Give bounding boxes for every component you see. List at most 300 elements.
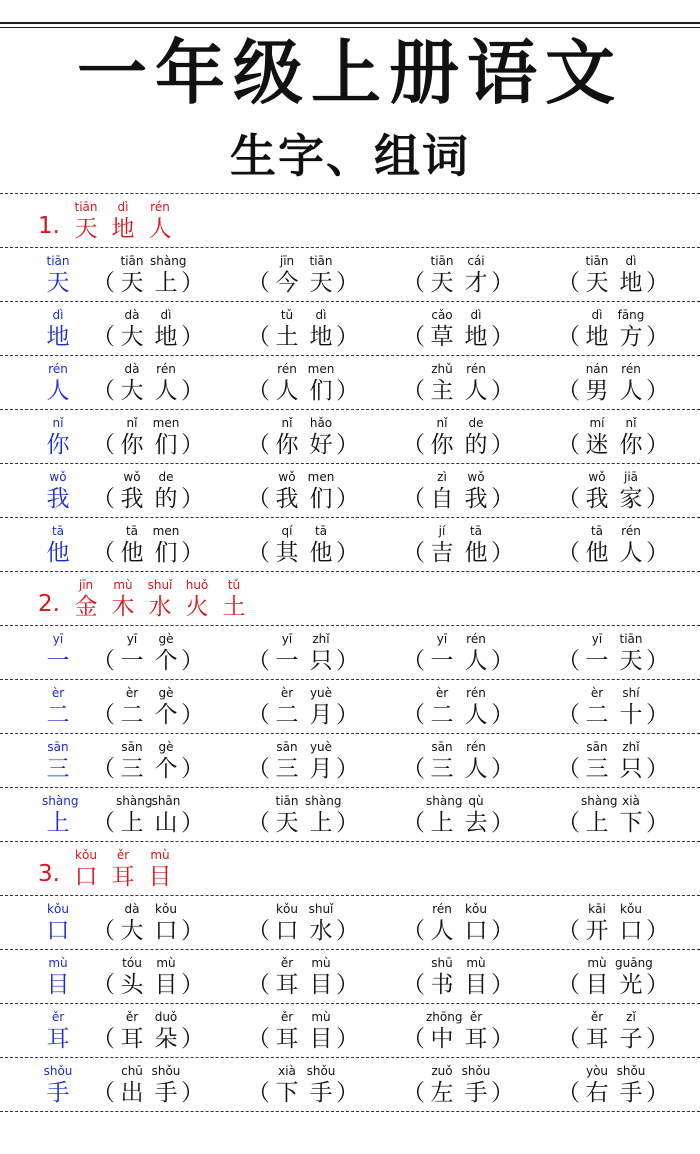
word-group — [92, 361, 204, 415]
word-group — [557, 955, 669, 1009]
close-paren: ） — [491, 918, 514, 944]
word-character-pinyin: hǎo — [309, 416, 333, 430]
word-character — [581, 469, 613, 513]
head-character-hanzi: 目 — [46, 972, 70, 998]
close-paren: ） — [181, 972, 204, 998]
word-character — [426, 739, 458, 783]
word-character-pinyin: rén — [466, 740, 486, 754]
word-character-pinyin: nǐ — [281, 416, 293, 430]
open-paren: （ — [92, 756, 115, 782]
word-character-hanzi: 们 — [309, 378, 333, 404]
top-border — [0, 22, 700, 24]
word-character-hanzi: 方 — [619, 324, 643, 350]
word-character-pinyin: mù — [466, 956, 486, 970]
word-group — [247, 1009, 359, 1063]
close-paren: ） — [646, 918, 669, 944]
close-paren: ） — [646, 270, 669, 296]
word-character-pinyin: kǒu — [155, 902, 177, 916]
close-paren: ） — [181, 648, 204, 674]
word-group — [92, 685, 204, 739]
word-character-hanzi: 家 — [619, 486, 643, 512]
close-paren: ） — [336, 432, 359, 458]
word-character-pinyin: xià — [278, 1064, 296, 1078]
word-character-hanzi: 手 — [464, 1080, 488, 1106]
page-title: 一年级上册语文 — [77, 32, 623, 114]
word-character-hanzi: 二 — [430, 702, 454, 728]
section-character-pinyin: mù — [150, 848, 170, 862]
close-paren: ） — [646, 648, 669, 674]
close-paren: ） — [646, 324, 669, 350]
open-paren: （ — [247, 378, 270, 404]
word-character-hanzi: 月 — [309, 702, 333, 728]
open-paren: （ — [402, 486, 425, 512]
word-character-pinyin: men — [307, 470, 335, 484]
close-paren: ） — [336, 756, 359, 782]
open-paren: （ — [402, 432, 425, 458]
word-group — [92, 1009, 204, 1063]
word-character-hanzi: 吉 — [430, 540, 454, 566]
open-paren: （ — [92, 648, 115, 674]
dashed-divider — [0, 733, 700, 734]
word-character-hanzi: 上 — [154, 270, 178, 296]
word-character-pinyin: mù — [311, 1010, 331, 1024]
word-character — [116, 793, 153, 837]
open-paren: （ — [402, 702, 425, 728]
open-paren: （ — [92, 702, 115, 728]
word-character-pinyin: shǒu — [151, 1064, 181, 1078]
word-character — [271, 415, 303, 459]
head-character-hanzi: 耳 — [46, 1026, 70, 1052]
word-character-pinyin: tóu — [122, 956, 142, 970]
word-character-hanzi: 上 — [309, 810, 333, 836]
word-group — [402, 1063, 514, 1117]
word-character-hanzi: 上 — [120, 810, 144, 836]
word-character-pinyin: rén — [466, 686, 486, 700]
word-character-pinyin: dì — [591, 308, 603, 322]
word-character — [426, 685, 458, 729]
word-character — [150, 523, 182, 567]
section-character — [145, 847, 175, 891]
word-character — [426, 307, 458, 351]
word-character — [150, 631, 182, 675]
word-character-pinyin: duǒ — [154, 1010, 178, 1024]
word-character-pinyin: shǒu — [461, 1064, 491, 1078]
word-character-hanzi: 耳 — [275, 1026, 299, 1052]
open-paren: （ — [92, 324, 115, 350]
head-character-hanzi: 三 — [46, 756, 70, 782]
open-paren: （ — [92, 1080, 115, 1106]
word-character-pinyin: tiān — [275, 794, 299, 808]
word-character-hanzi: 目 — [464, 972, 488, 998]
word-character-hanzi: 子 — [619, 1026, 643, 1052]
word-character-hanzi: 三 — [585, 756, 609, 782]
word-character-pinyin: shàng — [305, 794, 342, 808]
word-character-pinyin: dì — [625, 254, 637, 268]
close-paren: ） — [491, 1080, 514, 1106]
word-group — [557, 685, 669, 739]
word-character — [305, 361, 337, 405]
word-group — [402, 415, 514, 469]
word-character-pinyin: tā — [469, 524, 483, 538]
word-character — [305, 793, 342, 837]
dashed-divider — [0, 1111, 700, 1112]
word-character-hanzi: 一 — [275, 648, 299, 674]
open-paren: （ — [557, 972, 580, 998]
word-character — [305, 1009, 337, 1053]
word-character-pinyin: dì — [160, 308, 172, 322]
word-character — [615, 631, 647, 675]
close-paren: ） — [181, 1080, 204, 1106]
head-character — [42, 307, 74, 351]
word-group — [557, 361, 669, 415]
word-character-hanzi: 一 — [585, 648, 609, 674]
open-paren: （ — [557, 648, 580, 674]
word-character-hanzi: 手 — [154, 1080, 178, 1106]
word-character-pinyin: dà — [124, 362, 140, 376]
section-character-hanzi: 口 — [74, 864, 98, 890]
word-character-hanzi: 你 — [430, 432, 454, 458]
open-paren: （ — [92, 918, 115, 944]
word-character — [615, 1009, 647, 1053]
word-character — [460, 415, 492, 459]
word-character-pinyin: yòu — [585, 1064, 609, 1078]
word-character — [581, 955, 613, 999]
word-character-hanzi: 二 — [275, 702, 299, 728]
word-character-hanzi: 出 — [120, 1080, 144, 1106]
word-character-hanzi: 二 — [585, 702, 609, 728]
open-paren: （ — [92, 540, 115, 566]
section-character-pinyin: tiān — [74, 200, 98, 214]
word-character-pinyin: sān — [121, 740, 143, 754]
word-character-hanzi: 光 — [619, 972, 643, 998]
open-paren: （ — [402, 756, 425, 782]
head-character-pinyin: dì — [52, 308, 64, 322]
word-character-pinyin: wǒ — [588, 470, 606, 484]
word-character-pinyin: dà — [124, 308, 140, 322]
word-character-hanzi: 人 — [154, 378, 178, 404]
section-character-hanzi: 天 — [74, 216, 98, 242]
word-character-pinyin: mí — [589, 416, 605, 430]
open-paren: （ — [557, 378, 580, 404]
open-paren: （ — [92, 270, 115, 296]
word-character — [116, 1009, 148, 1053]
head-character-pinyin: nǐ — [52, 416, 64, 430]
open-paren: （ — [247, 1026, 270, 1052]
word-character-hanzi: 口 — [619, 918, 643, 944]
word-character — [615, 415, 647, 459]
word-group — [557, 253, 669, 307]
close-paren: ） — [491, 1026, 514, 1052]
word-character — [615, 955, 653, 999]
open-paren: （ — [402, 324, 425, 350]
word-character-pinyin: gè — [158, 632, 174, 646]
close-paren: ） — [491, 378, 514, 404]
section-character-hanzi: 地 — [111, 216, 135, 242]
word-group — [247, 685, 359, 739]
close-paren: ） — [646, 1026, 669, 1052]
word-character-pinyin: shàng — [581, 794, 618, 808]
word-character-hanzi: 开 — [585, 918, 609, 944]
word-character-hanzi: 十 — [619, 702, 643, 728]
word-character — [116, 361, 148, 405]
vocab-row — [0, 955, 700, 1009]
open-paren: （ — [247, 432, 270, 458]
word-character-pinyin: yī — [436, 632, 448, 646]
head-character — [42, 793, 79, 837]
word-character-pinyin: yī — [126, 632, 138, 646]
word-character — [581, 901, 613, 945]
word-character-hanzi: 他 — [464, 540, 488, 566]
word-character — [460, 901, 492, 945]
word-group — [92, 631, 204, 685]
word-character-hanzi: 人 — [619, 540, 643, 566]
dashed-divider — [0, 895, 700, 896]
close-paren: ） — [491, 270, 514, 296]
word-character-pinyin: rén — [621, 362, 641, 376]
word-character — [116, 523, 148, 567]
section-character — [71, 847, 101, 891]
word-character-pinyin: men — [307, 362, 335, 376]
word-character-pinyin: dà — [124, 902, 140, 916]
word-character-pinyin: èr — [280, 686, 294, 700]
head-character-pinyin: sān — [47, 740, 69, 754]
open-paren: （ — [92, 972, 115, 998]
word-group — [247, 361, 359, 415]
word-character-hanzi: 你 — [619, 432, 643, 458]
word-character — [271, 1063, 303, 1107]
section-character-pinyin: mù — [113, 578, 133, 592]
word-character-hanzi: 上 — [430, 810, 454, 836]
word-group — [402, 523, 514, 577]
word-character-pinyin: kǒu — [276, 902, 298, 916]
close-paren: ） — [181, 432, 204, 458]
section-character — [108, 199, 138, 243]
word-character-hanzi: 水 — [309, 918, 333, 944]
word-character — [271, 955, 303, 999]
word-character — [460, 307, 492, 351]
word-character-pinyin: mù — [587, 956, 607, 970]
word-character-hanzi: 才 — [464, 270, 488, 296]
word-character — [426, 361, 458, 405]
section-number: 1. — [38, 213, 60, 239]
vocab-row — [0, 1009, 700, 1063]
word-character-pinyin: shū — [431, 956, 453, 970]
word-group — [402, 685, 514, 739]
section-character-pinyin: kǒu — [75, 848, 97, 862]
open-paren: （ — [557, 432, 580, 458]
dashed-divider — [0, 841, 700, 842]
word-character — [426, 1009, 463, 1053]
word-character-hanzi: 天 — [275, 810, 299, 836]
word-character — [615, 307, 647, 351]
word-character-hanzi: 他 — [585, 540, 609, 566]
close-paren: ） — [336, 810, 359, 836]
word-character-hanzi: 草 — [430, 324, 454, 350]
word-character-hanzi: 目 — [585, 972, 609, 998]
close-paren: ） — [336, 1026, 359, 1052]
close-paren: ） — [336, 918, 359, 944]
close-paren: ） — [181, 1026, 204, 1052]
word-character-pinyin: nán — [585, 362, 609, 376]
close-paren: ） — [181, 702, 204, 728]
word-group — [92, 415, 204, 469]
word-character — [305, 253, 337, 297]
word-character — [581, 523, 613, 567]
word-character-pinyin: zuǒ — [431, 1064, 453, 1078]
word-character — [305, 415, 337, 459]
open-paren: （ — [247, 270, 270, 296]
dashed-divider — [0, 571, 700, 572]
word-character — [305, 307, 337, 351]
word-character — [116, 901, 148, 945]
word-character — [116, 415, 148, 459]
close-paren: ） — [491, 540, 514, 566]
word-character-hanzi: 们 — [154, 432, 178, 458]
section-character-hanzi: 目 — [148, 864, 172, 890]
word-character — [460, 631, 492, 675]
word-character-pinyin: rén — [466, 362, 486, 376]
open-paren: （ — [402, 918, 425, 944]
word-group — [92, 523, 204, 577]
word-character-hanzi: 手 — [309, 1080, 333, 1106]
word-group — [247, 1063, 359, 1117]
word-character-hanzi: 口 — [464, 918, 488, 944]
word-group — [247, 631, 359, 685]
close-paren: ） — [336, 702, 359, 728]
word-group — [247, 955, 359, 1009]
open-paren: （ — [247, 1080, 270, 1106]
open-paren: （ — [247, 702, 270, 728]
close-paren: ） — [646, 972, 669, 998]
word-character-hanzi: 目 — [309, 1026, 333, 1052]
word-character-hanzi: 好 — [309, 432, 333, 458]
word-character-hanzi: 左 — [430, 1080, 454, 1106]
word-character-hanzi: 下 — [275, 1080, 299, 1106]
word-character — [615, 793, 647, 837]
word-character-pinyin: èr — [590, 686, 604, 700]
word-character — [305, 901, 337, 945]
section-character — [71, 199, 101, 243]
word-character — [581, 1009, 613, 1053]
word-character-pinyin: dì — [315, 308, 327, 322]
word-character-hanzi: 我 — [464, 486, 488, 512]
word-character — [150, 685, 182, 729]
close-paren: ） — [491, 324, 514, 350]
head-character — [42, 739, 74, 783]
head-character-pinyin: tiān — [46, 254, 70, 268]
word-character-pinyin: rén — [621, 524, 641, 538]
word-character-pinyin: gè — [158, 686, 174, 700]
word-character-pinyin: qù — [468, 794, 484, 808]
word-character-hanzi: 个 — [154, 702, 178, 728]
word-character-hanzi: 地 — [464, 324, 488, 350]
open-paren: （ — [557, 918, 580, 944]
head-character — [42, 901, 74, 945]
word-character-pinyin: tiān — [430, 254, 454, 268]
head-character — [42, 253, 74, 297]
word-character-hanzi: 天 — [309, 270, 333, 296]
word-character — [116, 307, 148, 351]
word-character-pinyin: ěr — [280, 956, 294, 970]
word-character-hanzi: 手 — [619, 1080, 643, 1106]
word-character-hanzi: 的 — [154, 486, 178, 512]
close-paren: ） — [646, 702, 669, 728]
word-character — [305, 631, 337, 675]
close-paren: ） — [646, 486, 669, 512]
word-group — [402, 361, 514, 415]
close-paren: ） — [181, 810, 204, 836]
close-paren: ） — [491, 486, 514, 512]
word-character — [581, 685, 613, 729]
head-character-pinyin: èr — [51, 686, 65, 700]
open-paren: （ — [247, 486, 270, 512]
word-character-pinyin: cái — [467, 254, 485, 268]
close-paren: ） — [646, 756, 669, 782]
word-group — [402, 469, 514, 523]
word-character-hanzi: 三 — [275, 756, 299, 782]
head-character-hanzi: 天 — [46, 270, 70, 296]
word-group — [557, 307, 669, 361]
word-character-pinyin: ěr — [469, 1010, 483, 1024]
section-character-hanzi: 火 — [185, 594, 209, 620]
word-character-hanzi: 人 — [464, 648, 488, 674]
word-group — [247, 415, 359, 469]
page-subtitle: 生字、组词 — [230, 129, 470, 183]
vocab-row — [0, 307, 700, 361]
word-group — [557, 631, 669, 685]
vocab-row — [0, 631, 700, 685]
word-group — [247, 307, 359, 361]
section-character-pinyin: tǔ — [227, 578, 241, 592]
word-group — [557, 1009, 669, 1063]
word-character-hanzi: 中 — [430, 1026, 454, 1052]
word-character-hanzi: 我 — [585, 486, 609, 512]
word-character-hanzi: 人 — [464, 702, 488, 728]
word-character-hanzi: 人 — [464, 378, 488, 404]
word-character-pinyin: jīn — [279, 254, 295, 268]
head-character-pinyin: tā — [51, 524, 65, 538]
word-group — [92, 307, 204, 361]
word-character-pinyin: ěr — [125, 1010, 139, 1024]
close-paren: ） — [491, 648, 514, 674]
dashed-divider — [0, 1003, 700, 1004]
word-group — [92, 793, 204, 847]
word-character-pinyin: sān — [586, 740, 608, 754]
head-character-pinyin: wǒ — [49, 470, 67, 484]
vocab-row — [0, 469, 700, 523]
word-character-pinyin: wǒ — [467, 470, 485, 484]
word-character — [271, 1009, 303, 1053]
section-character-pinyin: jīn — [78, 578, 94, 592]
word-group — [402, 793, 514, 847]
word-character-pinyin: fāng — [617, 308, 645, 322]
vocab-row — [0, 253, 700, 307]
vocab-row — [0, 1063, 700, 1117]
word-character-hanzi: 你 — [275, 432, 299, 458]
word-group — [247, 523, 359, 577]
word-group — [92, 1063, 204, 1117]
open-paren: （ — [557, 702, 580, 728]
word-character — [150, 469, 182, 513]
word-character-pinyin: tā — [125, 524, 139, 538]
word-character-pinyin: rén — [156, 362, 176, 376]
head-character-hanzi: 手 — [46, 1080, 70, 1106]
dashed-divider — [0, 517, 700, 518]
head-character-hanzi: 一 — [46, 648, 70, 674]
word-character — [460, 523, 492, 567]
word-character-hanzi: 他 — [120, 540, 144, 566]
word-character-pinyin: men — [152, 524, 180, 538]
